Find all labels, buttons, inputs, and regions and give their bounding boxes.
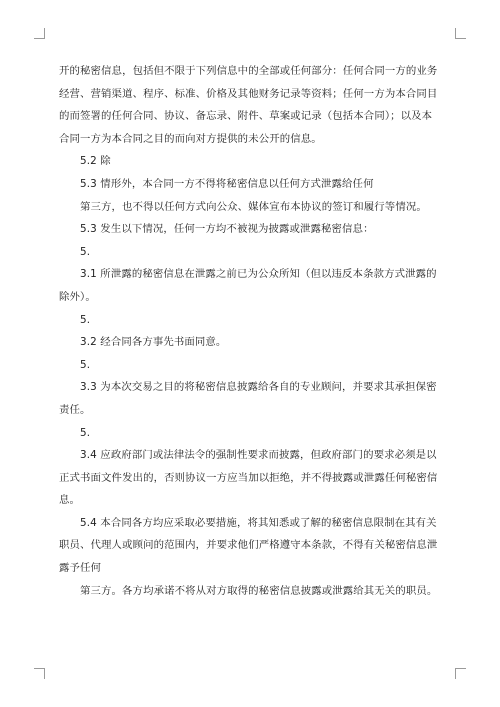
paragraph-5-3-disclosure-restriction: 5.3 情形外，本合同一方不得将秘密信息以任何方式泄露给任何 [80,177,374,190]
paragraph-confidential-definition: 开的秘密信息，包括但不限于下列信息中的全部或任何部分：任何合同一方的业务经营、营销渠道、程序、标准、价格及其他财务记录等资料；任何一方为本合同目的而签署的任何合同、协议、备忘录、附件、草案或记录（包括本合同）；以及本合同一方为本合同之目的而向对方提供的未公开的信息。 [59,65,438,145]
paragraph-3-2-written-consent: 3.2 经合同各方事先书面同意。 [80,336,227,349]
crop-mark-bottom-right [455,668,466,679]
paragraph-3-4-government-request: 3.4 应政府部门或法律法令的强制性要求而披露，但政府部门的要求必须是以正式书面文件发出的，否则协议一方应当加以拒绝，并不得披露或泄露任何秘密信息。 [59,449,438,507]
paragraph-5-3-exceptions: 5.3 发生以下情况，任何一方均不被视为披露或泄露秘密信息： [80,223,374,236]
paragraph-section-number: 5. [80,313,91,326]
paragraph-third-party-employees: 第三方。各方均承诺不将从对方取得的秘密信息披露或泄露给其无关的职员。 [80,584,438,597]
crop-mark-bottom-left [34,668,45,679]
paragraph-3-1-public-knowledge: 3.1 所泄露的秘密信息在泄露之前已为公众所知（但以违反本条款方式泄露的除外）。 [59,268,437,303]
crop-mark-top-right [455,28,466,39]
paragraph-3-3-professional-advisors: 3.3 为本次交易之目的将秘密信息披露给各自的专业顾问，并要求其承担保密责任。 [59,381,437,416]
paragraph-section-number: 5. [80,426,91,439]
crop-mark-top-left [34,28,45,39]
document-body [59,60,442,602]
paragraph-section-number: 5. [80,245,91,258]
paragraph-5-2-except: 5.2 除 [80,155,111,168]
paragraph-third-party-public: 第三方，也不得以任何方式向公众、媒体宣布本协议的签订和履行等情况。 [80,200,427,213]
paragraph-5-4-necessary-measures: 5.4 本合同各方均应采取必要措施，将其知悉或了解的秘密信息限制在其有关职员、代理人或顾问的范围内，并要求他们严格遵守本条款，不得有关秘密信息泄露予任何 [59,516,438,575]
paragraph-section-number: 5. [80,358,91,371]
